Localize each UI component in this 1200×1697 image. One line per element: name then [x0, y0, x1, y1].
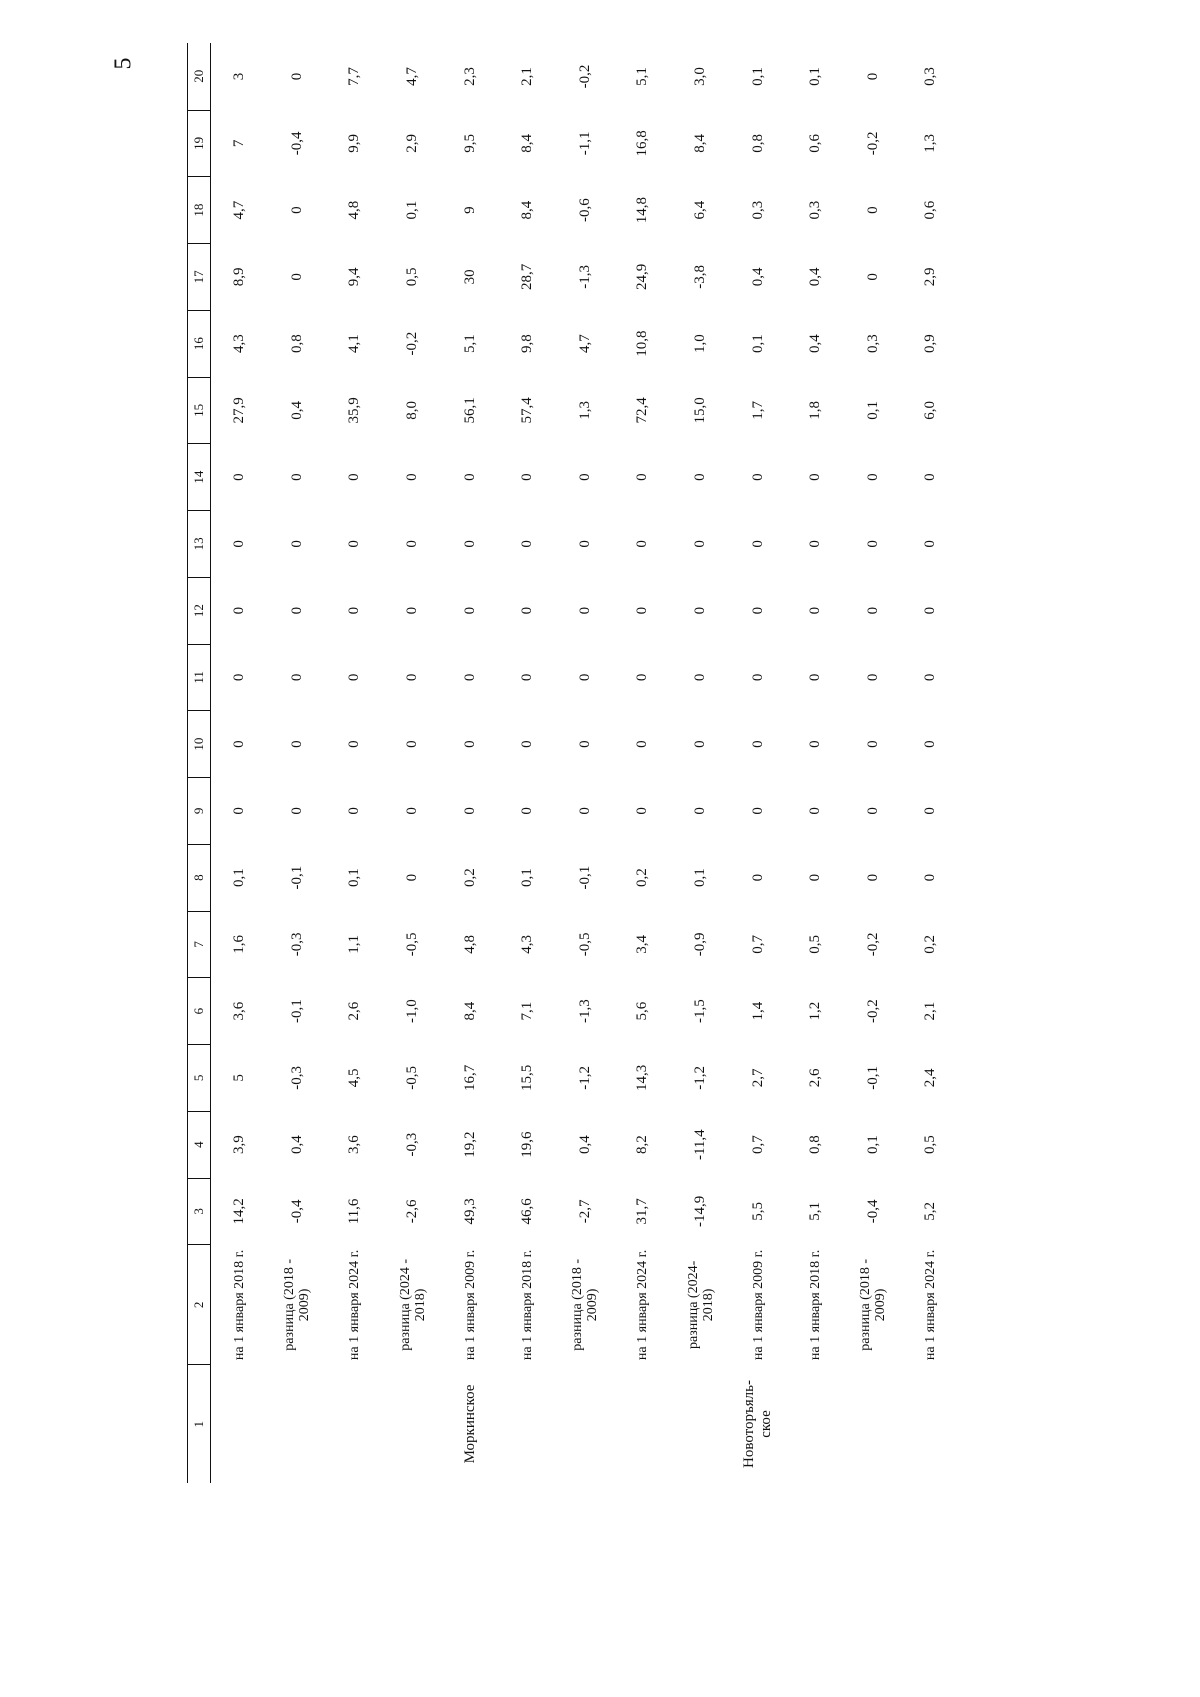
table-cell: 0	[404, 873, 421, 882]
table-cell: 0	[288, 673, 305, 682]
table-cell: 4,8	[461, 935, 478, 954]
table-cell: 0	[634, 606, 651, 615]
table-cell: 2,7	[749, 1068, 766, 1088]
row-group-label	[902, 1365, 960, 1483]
column-header: 2	[188, 1245, 211, 1365]
table-cell: 1,7	[749, 401, 766, 420]
table-cell: 5,1	[461, 334, 478, 354]
column-header: 20	[188, 43, 211, 110]
table-cell: 15,0	[692, 397, 709, 424]
table-cell: 0,4	[288, 401, 305, 420]
table-cell: 0	[864, 72, 881, 81]
table-cell: 0	[692, 606, 709, 615]
table-cell: 0	[692, 540, 709, 548]
table-cell: 2,9	[922, 267, 939, 287]
column-header: 18	[188, 177, 211, 244]
table-cell: -3,8	[692, 265, 709, 289]
table-cell: 0,1	[692, 868, 709, 888]
table-cell: -0,5	[404, 932, 421, 957]
table-row	[441, 43, 499, 1483]
row-label: на 1 января 2018 г.	[232, 1249, 248, 1361]
table-cell: 8,4	[461, 1001, 478, 1021]
table-cell: -0,1	[864, 1066, 881, 1090]
table-cell: 4,1	[346, 334, 363, 354]
row-group-label: Моркинское	[461, 1384, 478, 1464]
table-cell: 6,4	[692, 200, 709, 220]
table-cell: 0	[864, 740, 881, 748]
table-cell: 0	[692, 673, 709, 682]
table-cell: 24,9	[634, 263, 651, 291]
table-cell: 0	[922, 807, 939, 815]
table-cell: 1,4	[749, 1001, 766, 1021]
table-cell: 0	[807, 873, 824, 882]
row-label: на 1 января 2018 г.	[808, 1249, 824, 1361]
table-cell: 0	[519, 540, 536, 548]
table-cell: 27,9	[231, 397, 248, 424]
table-cell: 0	[864, 606, 881, 615]
column-header: 6	[188, 978, 211, 1045]
table-cell: 0	[749, 606, 766, 615]
table-row	[211, 43, 269, 1483]
table-row	[902, 43, 960, 1483]
table-cell: 4,3	[519, 935, 536, 954]
table-cell: 0,4	[807, 334, 824, 354]
table-cell: 4,7	[404, 67, 421, 86]
header-row	[188, 43, 211, 1483]
table-cell: -0,2	[864, 999, 881, 1024]
table-cell: 0,9	[922, 334, 939, 354]
table-cell: 0	[922, 473, 939, 481]
row-group-label	[211, 1365, 269, 1483]
row-group-label	[499, 1365, 557, 1483]
table-cell: 4,3	[231, 334, 248, 354]
table-cell: -0,4	[288, 131, 305, 156]
column-header: 7	[188, 911, 211, 978]
table-cell: 4,7	[576, 334, 593, 354]
row-label: разница (2024-2018)	[685, 1260, 716, 1350]
table-cell: 0	[807, 807, 824, 815]
table-cell: 0	[576, 540, 593, 548]
table-cell: 0	[461, 540, 478, 548]
table-cell: 0	[692, 740, 709, 748]
table-cell: 0,4	[749, 267, 766, 287]
table-cell: -1,3	[576, 265, 593, 289]
table-cell: -14,9	[692, 1195, 709, 1228]
table-cell: 8,9	[231, 267, 248, 287]
table-cell: 9,5	[461, 134, 478, 153]
table-row	[845, 43, 903, 1483]
column-header: 11	[188, 644, 211, 711]
table-cell: 0,3	[922, 67, 939, 86]
table-row	[787, 43, 845, 1483]
table-cell: 0,7	[749, 1135, 766, 1155]
table-cell: 0,8	[749, 134, 766, 153]
table-cell: 15,5	[519, 1064, 536, 1092]
table-cell: -1,0	[404, 999, 421, 1024]
table-cell: 0	[346, 606, 363, 615]
column-header: 13	[188, 511, 211, 578]
table-cell: 72,4	[634, 397, 651, 424]
row-label: разница (2018 - 2009)	[570, 1259, 601, 1351]
table-body	[211, 43, 960, 1483]
table-cell: 7,1	[519, 1001, 536, 1021]
table-cell: 9	[461, 206, 478, 214]
table-cell: 0	[922, 873, 939, 882]
table-cell: 3,6	[231, 1001, 248, 1021]
table-cell: 5,1	[634, 67, 651, 86]
table-cell: 0	[749, 540, 766, 548]
table-cell: 0	[864, 540, 881, 548]
row-group-label	[384, 1365, 442, 1483]
table-cell: 0,1	[749, 334, 766, 354]
table-cell: 0	[288, 807, 305, 815]
table-cell: 2,9	[404, 134, 421, 153]
table-cell: 0,6	[922, 200, 939, 220]
table-cell: 0,1	[864, 401, 881, 420]
table-cell: 0	[749, 673, 766, 682]
row-label: разница (2024 - 2018)	[397, 1259, 428, 1351]
table-cell: -1,3	[576, 999, 593, 1024]
table-cell: 0	[576, 740, 593, 748]
table-cell: 0	[404, 673, 421, 682]
table-cell: 8,4	[519, 200, 536, 220]
table-cell: 0	[922, 673, 939, 682]
table-cell: 9,9	[346, 134, 363, 153]
table-cell: 0	[922, 540, 939, 548]
table-cell: 0	[346, 473, 363, 481]
table-cell: 0,1	[519, 868, 536, 888]
table-cell: -0,5	[576, 932, 593, 957]
table-cell: 46,6	[519, 1198, 536, 1225]
table-cell: 0	[404, 606, 421, 615]
table-cell: 0,8	[288, 334, 305, 354]
table-cell: 5,5	[749, 1202, 766, 1221]
table-cell: 0	[807, 540, 824, 548]
table-cell: 0,1	[749, 67, 766, 86]
table-cell: 0	[231, 807, 248, 815]
table-cell: 0,5	[404, 267, 421, 287]
table-cell: 1,0	[692, 334, 709, 354]
table-cell: 7	[231, 139, 248, 148]
table-cell: 2,3	[461, 67, 478, 86]
table-cell: -0,2	[864, 932, 881, 957]
row-group-label: Новоторъяль- ское	[741, 1380, 775, 1468]
table-cell: 0	[749, 807, 766, 815]
table-cell: -0,3	[404, 1132, 421, 1157]
table-cell: 0	[404, 807, 421, 815]
table-cell: 0	[461, 673, 478, 682]
table-cell: 0	[288, 740, 305, 748]
table-cell: 0	[461, 740, 478, 748]
column-header: 14	[188, 444, 211, 511]
table-cell: 0,3	[749, 200, 766, 220]
table-cell: 0	[519, 473, 536, 481]
table-cell: 9,8	[519, 334, 536, 354]
table-cell: 0	[519, 740, 536, 748]
row-label: на 1 января 2009 г.	[750, 1249, 766, 1361]
table-cell: 3,4	[634, 935, 651, 954]
table-cell: 0	[346, 740, 363, 748]
table-cell: 0	[519, 606, 536, 615]
table-cell: 0	[864, 206, 881, 214]
table-cell: 35,9	[346, 397, 363, 424]
table-cell: -1,2	[692, 1066, 709, 1090]
table-cell: -0,1	[288, 865, 305, 890]
row-label: на 1 января 2009 г.	[462, 1249, 478, 1361]
table-cell: 0	[461, 473, 478, 481]
table-cell: 2,1	[519, 67, 536, 86]
table-cell: 1,3	[922, 134, 939, 153]
table-cell: 1,1	[346, 935, 363, 954]
table-cell: 0	[807, 606, 824, 615]
row-group-label	[672, 1365, 730, 1483]
table-cell: 4,5	[346, 1068, 363, 1088]
column-header: 4	[188, 1111, 211, 1178]
table-cell: 0	[749, 740, 766, 748]
table-cell: 0,2	[634, 868, 651, 888]
table-cell: -0,2	[864, 131, 881, 156]
table-cell: 0,3	[864, 334, 881, 354]
table-cell: 0	[634, 540, 651, 548]
row-group-label	[614, 1365, 672, 1483]
row-label: на 1 января 2024 г.	[923, 1249, 939, 1361]
table-cell: 0	[288, 206, 305, 214]
table-cell: 0	[404, 740, 421, 748]
column-header: 5	[188, 1045, 211, 1112]
table-cell: 4,8	[346, 200, 363, 220]
table-cell: 1,6	[231, 935, 248, 954]
table-cell: 0,8	[807, 1135, 824, 1155]
table-cell: 0	[807, 740, 824, 748]
table-cell: 0	[231, 473, 248, 481]
table-cell: 1,8	[807, 401, 824, 420]
table-cell: 0,6	[807, 134, 824, 153]
table-cell: 5,2	[922, 1202, 939, 1221]
table-row	[614, 43, 672, 1483]
table-cell: 0	[404, 473, 421, 481]
table-cell: 0	[576, 673, 593, 682]
row-group-label	[787, 1365, 845, 1483]
table-row	[729, 43, 787, 1483]
table-cell: 2,6	[807, 1068, 824, 1088]
table-cell: 0,1	[864, 1135, 881, 1155]
table-cell: 0	[807, 673, 824, 682]
table-cell: 0	[231, 606, 248, 615]
table-cell: -0,2	[404, 331, 421, 356]
table-row	[672, 43, 730, 1483]
table-cell: 0	[404, 540, 421, 548]
table-cell: 0	[576, 606, 593, 615]
table-cell: 19,2	[461, 1131, 478, 1158]
table-cell: 0,4	[576, 1135, 593, 1155]
table-cell: 0	[288, 473, 305, 481]
table-cell: -11,4	[692, 1129, 709, 1161]
column-header: 16	[188, 310, 211, 377]
table-cell: 56,1	[461, 397, 478, 424]
column-header: 19	[188, 110, 211, 177]
table-cell: 8,2	[634, 1135, 651, 1155]
table-cell: 1,2	[807, 1001, 824, 1021]
table-cell: 0,1	[404, 200, 421, 220]
table-cell: 0,4	[807, 267, 824, 287]
table-cell: 2,4	[922, 1068, 939, 1088]
table-cell: 11,6	[346, 1198, 363, 1225]
row-label: разница (2018 - 2009)	[858, 1259, 889, 1351]
table-cell: 0	[634, 473, 651, 481]
column-header: 9	[188, 778, 211, 845]
column-header: 1	[188, 1365, 211, 1483]
table-cell: 0	[749, 873, 766, 882]
table-cell: -0,4	[864, 1199, 881, 1224]
table-cell: 3,6	[346, 1135, 363, 1155]
table-cell: 0,5	[922, 1135, 939, 1155]
table-cell: 0	[864, 273, 881, 281]
table-cell: 8,4	[692, 134, 709, 153]
table-cell: 0	[288, 273, 305, 281]
table-cell: 0	[346, 673, 363, 682]
data-table	[187, 43, 960, 1483]
row-group-label	[845, 1365, 903, 1483]
table-cell: 5,6	[634, 1001, 651, 1021]
table-cell: 10,8	[634, 330, 651, 357]
table-cell: -1,5	[692, 999, 709, 1024]
table-cell: -1,1	[576, 131, 593, 156]
table-cell: 0	[864, 807, 881, 815]
table-cell: -1,2	[576, 1066, 593, 1090]
table-cell: 30	[461, 269, 478, 285]
table-cell: 28,7	[519, 263, 536, 291]
table-cell: 0	[864, 873, 881, 882]
table-cell: 0	[346, 807, 363, 815]
table-cell: 0	[634, 673, 651, 682]
table-cell: 14,2	[231, 1198, 248, 1225]
column-header: 15	[188, 377, 211, 444]
table-cell: 49,3	[461, 1198, 478, 1225]
table-cell: 5	[231, 1074, 248, 1082]
table-cell: 0	[461, 807, 478, 815]
table-cell: 0	[288, 540, 305, 548]
table-cell: 0	[519, 807, 536, 815]
table-cell: 0,2	[922, 935, 939, 954]
table-cell: 0	[231, 740, 248, 748]
table-cell: 0	[634, 740, 651, 748]
rotated-table-container	[187, 43, 1047, 1483]
table-cell: 14,8	[634, 197, 651, 224]
table-cell: 0	[692, 473, 709, 481]
table-cell: 0	[346, 540, 363, 548]
column-header: 10	[188, 711, 211, 778]
table-cell: 57,4	[519, 397, 536, 424]
table-cell: -0,4	[288, 1199, 305, 1224]
table-cell: 0	[922, 606, 939, 615]
table-cell: 0,1	[231, 868, 248, 888]
table-cell: 2,1	[922, 1001, 939, 1021]
table-cell: 6,0	[922, 401, 939, 420]
table-row	[499, 43, 557, 1483]
table-cell: -0,1	[576, 865, 593, 890]
table-cell: 19,6	[519, 1131, 536, 1158]
table-row	[269, 43, 327, 1483]
table-cell: 0	[231, 540, 248, 548]
table-cell: 8,0	[404, 401, 421, 420]
table-cell: -2,6	[404, 1199, 421, 1224]
table-cell: -0,2	[576, 64, 593, 89]
table-cell: 0	[231, 673, 248, 682]
table-cell: 0	[576, 807, 593, 815]
table-cell: 0	[288, 606, 305, 615]
row-label: на 1 января 2024 г.	[635, 1249, 651, 1361]
column-header: 17	[188, 244, 211, 311]
table-cell: -2,7	[576, 1199, 593, 1224]
column-header: 8	[188, 844, 211, 911]
table-cell: 9,4	[346, 267, 363, 287]
table-cell: -0,6	[576, 198, 593, 223]
table-cell: 0	[461, 606, 478, 615]
table-cell: 3	[231, 72, 248, 81]
table-cell: 0	[634, 807, 651, 815]
row-group-label	[269, 1365, 327, 1483]
table-cell: 0	[864, 673, 881, 682]
table-cell: -0,5	[404, 1066, 421, 1090]
table-cell: 5,1	[807, 1202, 824, 1221]
table-cell: 0,5	[807, 935, 824, 954]
table-cell: 0	[576, 473, 593, 481]
table-cell: 0,7	[749, 935, 766, 954]
table-cell: 0,3	[807, 200, 824, 220]
table-cell: 0	[864, 473, 881, 481]
table-cell: -0,3	[288, 1066, 305, 1090]
table-cell: 0,1	[346, 868, 363, 888]
table-cell: 0,1	[807, 67, 824, 86]
table-cell: 8,4	[519, 134, 536, 153]
table-cell: 0	[288, 72, 305, 81]
table-cell: 16,7	[461, 1064, 478, 1092]
table-cell: 31,7	[634, 1198, 651, 1225]
table-cell: 3,9	[231, 1135, 248, 1155]
table-cell: 0	[749, 473, 766, 481]
table-cell: 0	[692, 807, 709, 815]
table-row	[557, 43, 615, 1483]
table-row	[326, 43, 384, 1483]
table-cell: 0	[807, 473, 824, 481]
row-label: разница (2018 - 2009)	[282, 1259, 313, 1351]
table-row	[384, 43, 442, 1483]
table-cell: 14,3	[634, 1064, 651, 1092]
table-cell: -0,9	[692, 932, 709, 957]
table-cell: -0,1	[288, 999, 305, 1024]
table-cell: 4,7	[231, 200, 248, 220]
table-cell: 3,0	[692, 67, 709, 86]
table-cell: 7,7	[346, 67, 363, 86]
column-header: 3	[188, 1178, 211, 1245]
table-cell: 2,6	[346, 1001, 363, 1021]
row-group-label	[557, 1365, 615, 1483]
row-group-label	[326, 1365, 384, 1483]
table-cell: 0,4	[288, 1135, 305, 1155]
row-label: на 1 января 2024 г.	[347, 1249, 363, 1361]
table-cell: -0,3	[288, 932, 305, 957]
table-cell: 0,2	[461, 868, 478, 888]
table-cell: 16,8	[634, 130, 651, 157]
table-cell: 0	[519, 673, 536, 682]
table-cell: 0	[922, 740, 939, 748]
table-cell: 1,3	[576, 401, 593, 420]
row-label: на 1 января 2018 г.	[520, 1249, 536, 1361]
column-header: 12	[188, 577, 211, 644]
page-number: 5	[110, 57, 137, 70]
